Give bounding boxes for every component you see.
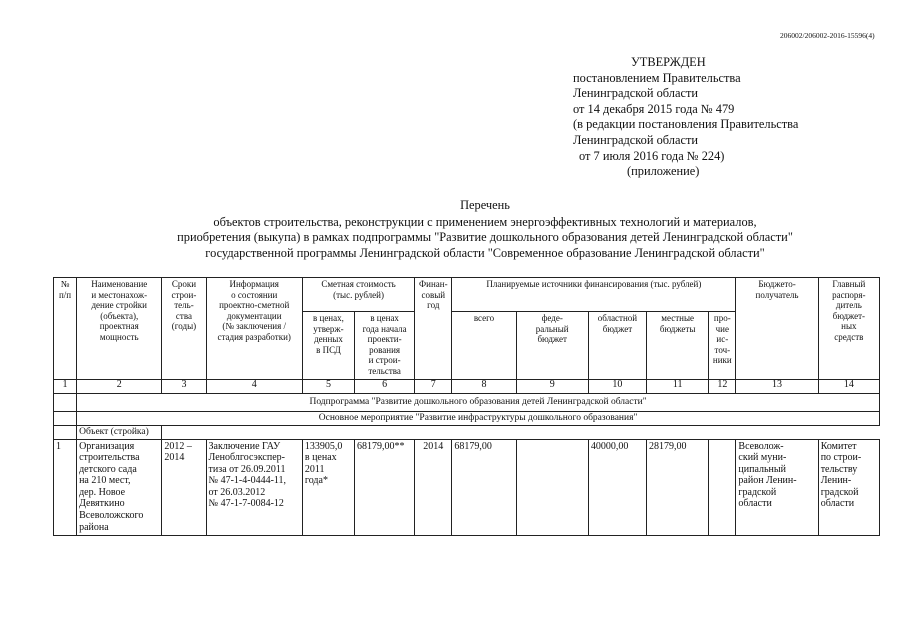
approval-line: (приложение) bbox=[627, 164, 700, 179]
header-name: Наименование и местонахож- дение стройки (объекта), проектная мощность bbox=[77, 278, 162, 380]
header-total: всего bbox=[452, 312, 516, 380]
column-number: 2 bbox=[77, 380, 162, 394]
header-regional: областной бюджет bbox=[588, 312, 646, 380]
header-recipient: Бюджето- получатель bbox=[736, 278, 818, 380]
document-title bbox=[120, 198, 850, 261]
title-line: объектов строительства, реконструкции с применением энергоэффективных технологий и материалов, bbox=[213, 214, 757, 229]
title-line: государственной программы Ленинградской области "Современное образование Ленинградской области" bbox=[205, 245, 765, 260]
header-terms: Сроки строи- тель- ства (годы) bbox=[162, 278, 206, 380]
row-recipient: Всеволож- ский муни- ципальный район Ленин- градской области bbox=[736, 439, 818, 535]
approval-line: (в редакции постановления Правительства bbox=[573, 117, 799, 132]
row-fin-year: 2014 bbox=[415, 439, 452, 535]
header-federal: феде- ральный бюджет bbox=[516, 312, 588, 380]
object-label: Объект (стройка) bbox=[77, 426, 162, 440]
header-cost-start: в ценах года начала проекти- рования и строи- тельства bbox=[355, 312, 415, 380]
approval-line: Ленинградской области bbox=[573, 86, 699, 101]
column-number: 1 bbox=[54, 380, 77, 394]
blank-cell bbox=[162, 426, 880, 440]
row-manager: Комитет по строи- тельству Ленин- градской области bbox=[818, 439, 879, 535]
header-cost-psd: в ценах, утверж- денных в ПСД bbox=[302, 312, 354, 380]
row-federal bbox=[516, 439, 588, 535]
column-number-row bbox=[54, 380, 880, 394]
column-number: 8 bbox=[452, 380, 516, 394]
header-num: № п/п bbox=[54, 278, 77, 380]
object-label-row bbox=[54, 426, 880, 440]
column-number: 9 bbox=[516, 380, 588, 394]
blank-cell bbox=[54, 412, 77, 426]
title-line: приобретения (выкупа) в рамках подпрограммы "Развитие дошкольного образования детей Ленинградской области" bbox=[177, 230, 793, 245]
header-local: местные бюджеты bbox=[647, 312, 709, 380]
header-sources: Планируемые источники финансирования (тыс. рублей) bbox=[452, 278, 736, 312]
approval-line: от 7 июля 2016 года № 224) bbox=[579, 148, 725, 163]
header-row bbox=[54, 278, 880, 312]
main-activity-row bbox=[54, 412, 880, 426]
approval-line: от 14 декабря 2015 года № 479 bbox=[573, 101, 735, 116]
column-number: 5 bbox=[302, 380, 354, 394]
approval-heading: УТВЕРЖДЕН bbox=[631, 55, 706, 69]
column-number: 13 bbox=[736, 380, 818, 394]
column-number: 14 bbox=[818, 380, 879, 394]
header-info: Информация о состоянии проектно-сметной документации (№ заключения / стадия разработки) bbox=[206, 278, 302, 380]
table-row bbox=[54, 439, 880, 535]
document-id: 206002/206002-2016-15596(4) bbox=[780, 31, 875, 40]
column-number: 11 bbox=[647, 380, 709, 394]
approval-line: постановлением Правительства bbox=[573, 70, 741, 85]
row-other bbox=[709, 439, 736, 535]
blank-cell bbox=[54, 394, 77, 412]
main-activity-title: Основное мероприятие "Развитие инфраструктуры дошкольного образования" bbox=[77, 412, 880, 426]
row-terms: 2012 – 2014 bbox=[162, 439, 206, 535]
row-regional: 40000,00 bbox=[588, 439, 646, 535]
row-num: 1 bbox=[54, 439, 77, 535]
header-fin-year: Финан- совый год bbox=[415, 278, 452, 380]
objects-table bbox=[53, 277, 880, 536]
subprogram-title: Подпрограмма "Развитие дошкольного образования детей Ленинградской области" bbox=[77, 394, 880, 412]
row-total: 68179,00 bbox=[452, 439, 516, 535]
header-manager: Главный распоря- дитель бюджет- ных средств bbox=[818, 278, 879, 380]
row-cost-start: 68179,00** bbox=[355, 439, 415, 535]
header-cost: Сметная стоимость (тыс. рублей) bbox=[302, 278, 414, 312]
row-name: Организация строительства детского сада на 210 мест, дер. Новое Девяткино Всеволожского района bbox=[77, 439, 162, 535]
header-other: про- чие ис- точ- ники bbox=[709, 312, 736, 380]
row-cost-psd: 133905,0 в ценах 2011 года* bbox=[302, 439, 354, 535]
row-info: Заключение ГАУ Леноблгосэкспер- тиза от 26.09.2011 № 47-1-4-0444-11, от 26.03.2012 № 47-1-7-0084-12 bbox=[206, 439, 302, 535]
column-number: 10 bbox=[588, 380, 646, 394]
subprogram-row bbox=[54, 394, 880, 412]
row-local: 28179,00 bbox=[647, 439, 709, 535]
title-heading: Перечень bbox=[460, 198, 510, 212]
column-number: 12 bbox=[709, 380, 736, 394]
column-number: 3 bbox=[162, 380, 206, 394]
approval-block bbox=[573, 55, 798, 180]
column-number: 4 bbox=[206, 380, 302, 394]
column-number: 6 bbox=[355, 380, 415, 394]
blank-cell bbox=[54, 426, 77, 440]
column-number: 7 bbox=[415, 380, 452, 394]
approval-line: Ленинградской области bbox=[573, 132, 699, 147]
